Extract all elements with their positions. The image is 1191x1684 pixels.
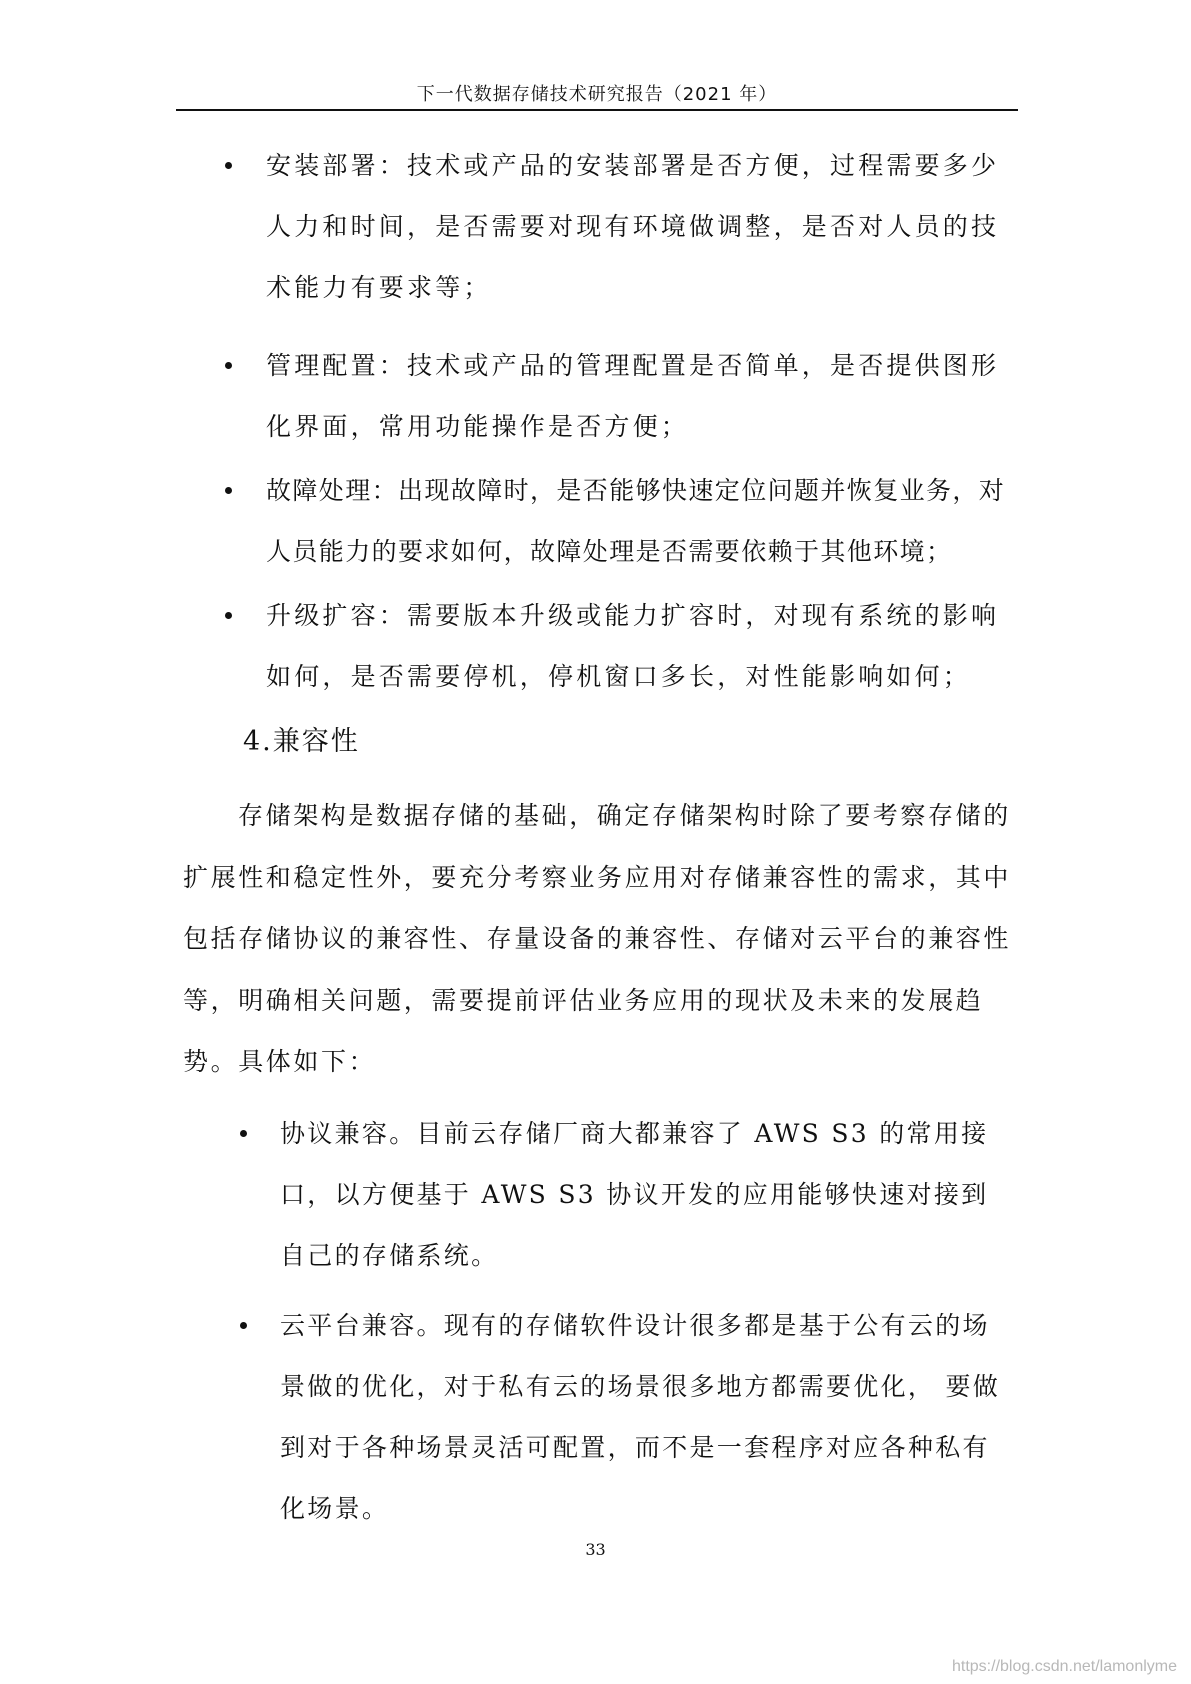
bullet-icon (225, 612, 232, 619)
watermark: https://blog.csdn.net/lamonlyme (951, 1658, 1177, 1675)
bullet-text: 故障处理：出现故障时，是否能够快速定位问题并恢复业务，对人员能力的要求如何，故障处理是否需要依赖于其他环境； (266, 476, 1006, 566)
header-divider (176, 109, 1018, 111)
bullet-text: 协议兼容。目前云存储厂商大都兼容了 AWS S3 的常用接口，以方便基于 AWS S3 协议开发的应用能够快速对接到自己的存储系统。 (280, 1119, 989, 1270)
bullet-icon (240, 1322, 247, 1329)
bullet-icon (225, 162, 232, 169)
page-number: 33 (585, 1540, 606, 1559)
section-paragraph: 存储架构是数据存储的基础，确定存储架构时除了要考察存储的扩展性和稳定性外，要充分考察业务应用对存储兼容性的需求，其中包括存储协议的兼容性、存量设备的兼容性、存储对云平台的兼容性等，明确相关问题，需要提前评估业务应用的现状及未来的发展趋势。具体如下： (183, 801, 1012, 1076)
bullet-icon (225, 362, 232, 369)
bullet-text: 升级扩容：需要版本升级或能力扩容时，对现有系统的影响如何，是否需要停机，停机窗口多长，对性能影响如何； (266, 601, 1000, 691)
page-header-title: 下一代数据存储技术研究报告（2021 年） (416, 84, 778, 105)
bullet-text: 安装部署：技术或产品的安装部署是否方便，过程需要多少人力和时间，是否需要对现有环境做调整，是否对人员的技术能力有要求等； (266, 151, 1000, 302)
section-heading: 4.兼容性 (243, 726, 360, 757)
bullet-text: 管理配置：技术或产品的管理配置是否简单，是否提供图形化界面，常用功能操作是否方便； (266, 351, 1000, 441)
bullet-text: 云平台兼容。现有的存储软件设计很多都是基于公有云的场景做的优化，对于私有云的场景很多地方都需要优化， 要做到对于各种场景灵活可配置，而不是一套程序对应各种私有化场景。 (280, 1311, 1001, 1523)
bullet-icon (240, 1130, 247, 1137)
bullet-icon (225, 487, 232, 494)
